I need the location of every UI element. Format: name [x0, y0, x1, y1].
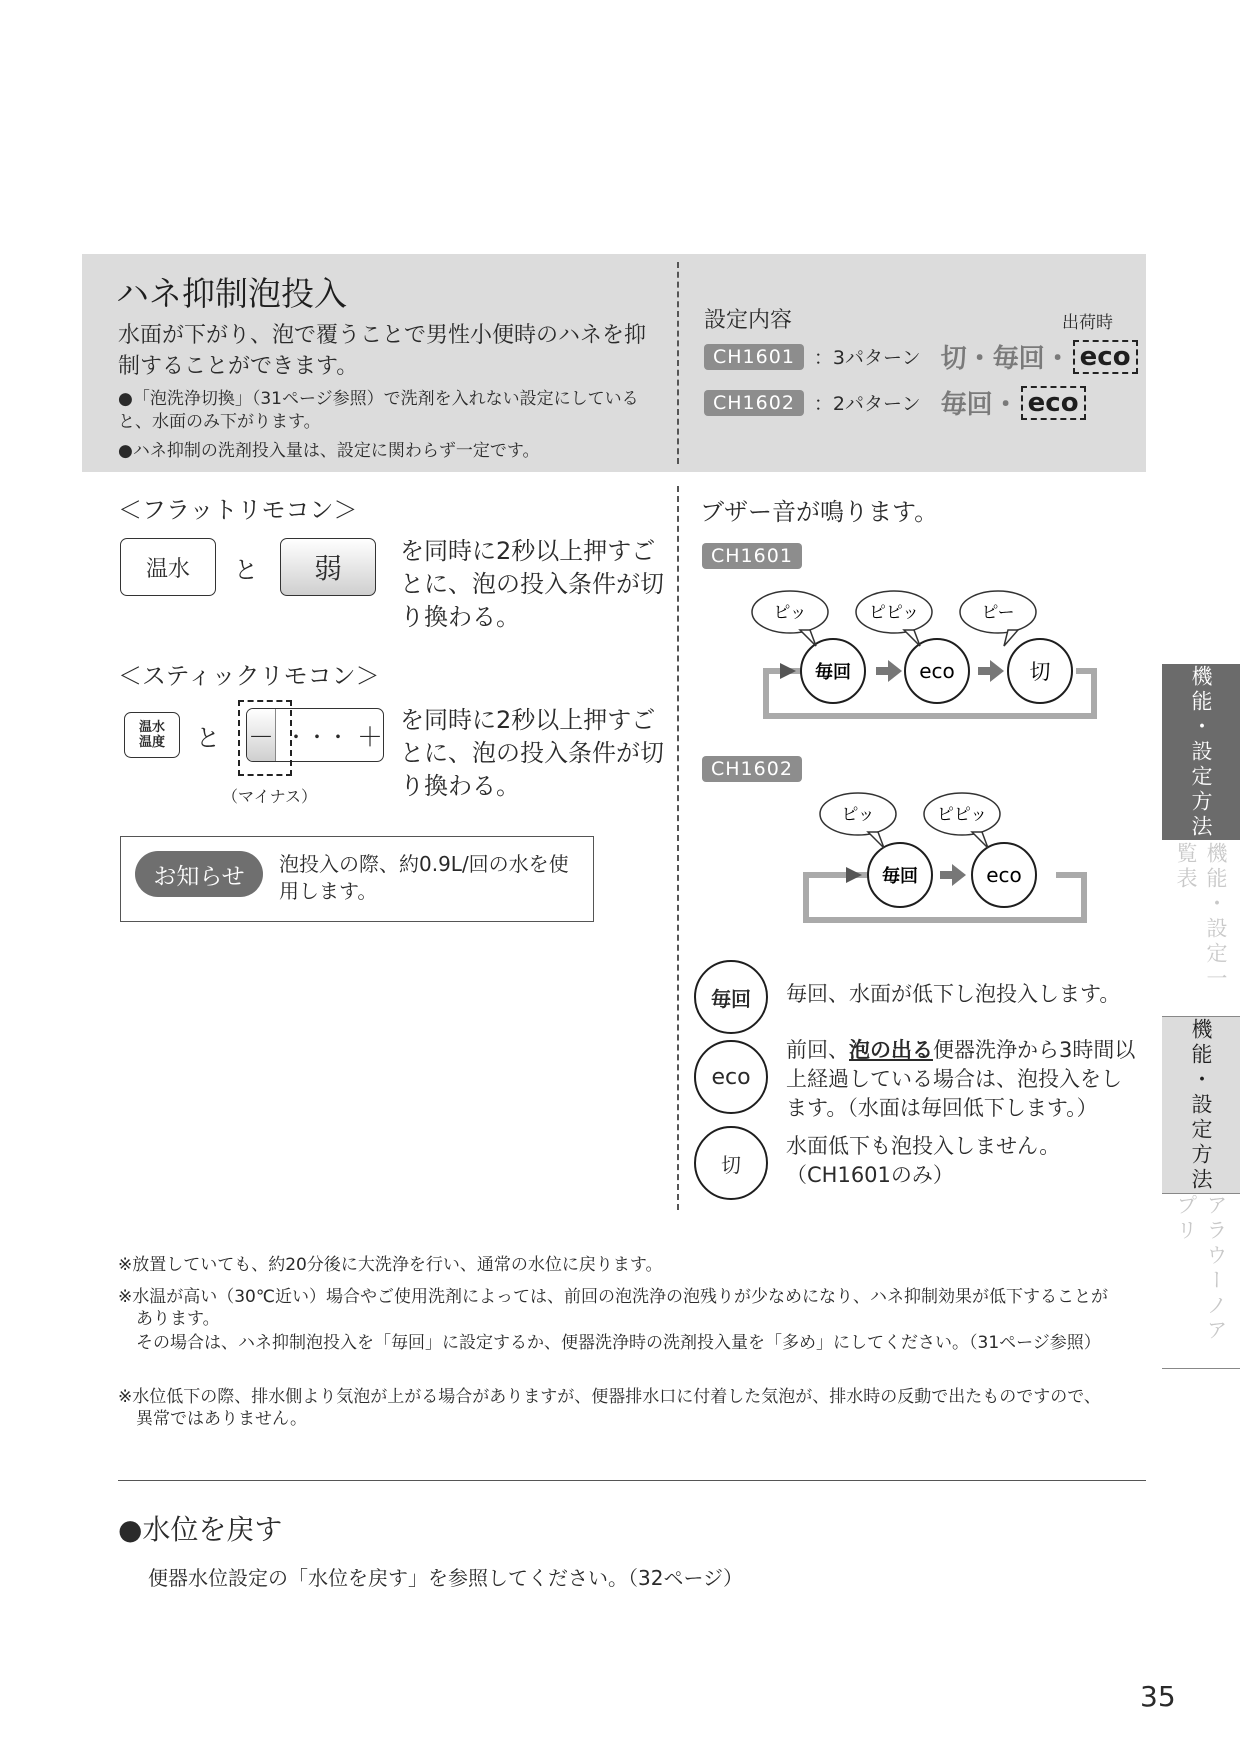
ch1601-cycle-diagram [700, 580, 1120, 730]
minus-label: － [247, 722, 274, 753]
legend-text-pre: 前回、 [786, 1038, 849, 1062]
shipping-label: 出荷時 [1062, 313, 1113, 333]
side-tab-label: アラウーノアプリ [1174, 1194, 1228, 1344]
minus-highlight-box [238, 700, 292, 776]
footnote-2: ※水温が高い（30℃近い）場合やご使用洗剤によっては、前回の泡洗浄の泡残りが少なめになり、ハネ抑制効果が低下することがあります。 [118, 1287, 1108, 1329]
description-text: 水面が下がり、泡で覆うことで男性小便時のハネを抑制することができます。 [118, 323, 647, 379]
notice-badge [135, 851, 263, 897]
side-tab-settings-list[interactable] [1162, 842, 1240, 1016]
ch1601-tag: CH1601 [702, 543, 802, 569]
default-option: eco [1073, 340, 1138, 374]
section-rule [118, 1480, 1146, 1481]
flat-remote-instruction: を同時に2秒以上押すごとに、泡の投入条件が切り換わる。 [400, 537, 664, 631]
state-label-1: 毎回 [815, 662, 851, 683]
side-tab-app[interactable] [1162, 1194, 1240, 1369]
warm-water-button[interactable] [120, 538, 216, 596]
footnote-3: ※水位低下の際、排水側より気泡が上がる場合がありますが、便器排水口に付着した気泡が、排水時の反動で出たものですので、異常ではありません。 [118, 1387, 1101, 1429]
stick-remote-heading: ＜スティックリモコン＞ [118, 662, 380, 690]
weak-button[interactable] [280, 538, 376, 596]
footnote-1: ※放置していても、約20分後に大洗浄を行い、通常の水位に戻ります。 [118, 1255, 663, 1275]
button-label-line2: 温度 [138, 735, 165, 750]
and-label: と [196, 724, 220, 752]
notice-box [120, 836, 594, 922]
state-arrow-1-head [952, 864, 966, 886]
sound-bubble-1-tail [800, 630, 816, 646]
legend-text-every: 毎回、水面が低下し泡投入します。 [786, 982, 1121, 1006]
note-1: ●「泡洗浄切換」（31ページ参照）で洗剤を入れない設定にしていると、水面のみ下がります。 [118, 389, 639, 432]
state-label-2: eco [986, 863, 1022, 887]
model-tag: CH1602 [704, 390, 804, 416]
legend-icon-off [694, 1126, 768, 1200]
legend-text-post: 便器洗浄から3時間以上経過している場合は、泡投入をします。（水面は毎回低下します。） [786, 1038, 1136, 1120]
model-tag: CH1601 [704, 344, 804, 370]
and-label: と [234, 556, 258, 584]
legend-text-emphasis: 泡の出る [849, 1038, 933, 1062]
state-arrow-1-shaft [940, 871, 954, 879]
state-arrow-1-head [888, 660, 902, 682]
legend-icon-every [694, 960, 768, 1034]
ch1602-tag: CH1602 [702, 756, 802, 782]
pattern-options: 切・毎回・ [940, 344, 1071, 374]
state-label-1: 毎回 [882, 866, 918, 887]
state-arrow-2-shaft [978, 667, 992, 675]
settings-label: 設定内容 [704, 308, 793, 333]
legend-icon-label: 毎回 [711, 986, 751, 1011]
buzzer-heading: ブザー音が鳴ります。 [700, 498, 939, 526]
sound-label-2: ピピッ [868, 603, 920, 623]
sound-bubble-2-tail [972, 832, 988, 848]
pattern-count: ：3パターン [813, 347, 921, 369]
dots-label: ・・・ [285, 724, 349, 749]
state-label-3: 切 [1029, 660, 1051, 684]
legend-icon-label: eco [711, 1064, 751, 1090]
settings-row-ch1602 [704, 384, 1086, 421]
divider-middle [677, 486, 679, 1210]
side-tab-label: 機能・設定一覧表 [1174, 842, 1228, 992]
sound-label-1: ピッ [841, 805, 875, 825]
legend-icon-label: 切 [721, 1152, 741, 1177]
notice-text: 泡投入の際、約0.9L/回の水を使用します。 [279, 852, 569, 903]
page-number: 35 [1140, 1680, 1176, 1713]
pattern-count: ：2パターン [813, 393, 921, 415]
sound-bubble-1-tail [868, 832, 884, 848]
state-arrow-2-head [990, 660, 1004, 682]
divider-top [677, 262, 679, 464]
note-2: ●ハネ抑制の洗剤投入量は、設定に関わらず一定です。 [118, 441, 540, 461]
sound-label-2: ピピッ [936, 805, 988, 825]
button-label-line1: 温水 [138, 720, 165, 735]
state-label-2: eco [919, 659, 955, 683]
default-option: eco [1021, 386, 1086, 420]
legend-text-off: 水面低下も泡投入しません。（CH1601のみ） [786, 1134, 1061, 1187]
pattern-options: 毎回・ [940, 390, 1019, 420]
state-arrow-1-shaft [876, 667, 890, 675]
button-label: 温水 [145, 556, 190, 582]
section-title: ハネ抑制泡投入 [116, 274, 347, 313]
legend-text-eco [786, 1036, 1136, 1123]
restore-text: 便器水位設定の「水位を戻す」を参照してください。（32ページ） [148, 1566, 744, 1590]
side-tab-label: 機能・設定方法 [1189, 1017, 1213, 1193]
flat-remote-heading: ＜フラットリモコン＞ [118, 496, 358, 524]
side-tab-label: 機能・設定方法 [1189, 664, 1213, 840]
notice-badge-label: お知らせ [153, 863, 245, 890]
side-tab-functions-settings[interactable] [1162, 664, 1240, 840]
minus-caption: （マイナス） [222, 787, 318, 806]
ch1602-cycle-diagram [700, 784, 1120, 934]
side-tab-functions-settings-active[interactable] [1162, 1016, 1240, 1194]
water-temp-button[interactable] [124, 712, 180, 758]
sound-label-3: ピー [981, 603, 1015, 623]
loop-arrowhead [780, 663, 796, 679]
sound-label-1: ピッ [773, 603, 807, 623]
stick-remote-instruction: を同時に2秒以上押すごとに、泡の投入条件が切り換わる。 [400, 706, 664, 800]
footnote-2-continued: その場合は、ハネ抑制泡投入を「毎回」に設定するか、便器洗浄時の洗剤投入量を「多め」にしてください。（31ページ参照） [136, 1333, 1101, 1353]
settings-row-ch1601 [704, 338, 1138, 375]
button-label: 弱 [313, 552, 342, 585]
section-description [118, 320, 658, 463]
loop-arrowhead [846, 867, 862, 883]
plus-label: ＋ [356, 722, 383, 753]
restore-heading: ●水位を戻す [118, 1513, 283, 1546]
sound-bubble-2-tail [904, 630, 920, 646]
legend-icon-eco [694, 1040, 768, 1114]
